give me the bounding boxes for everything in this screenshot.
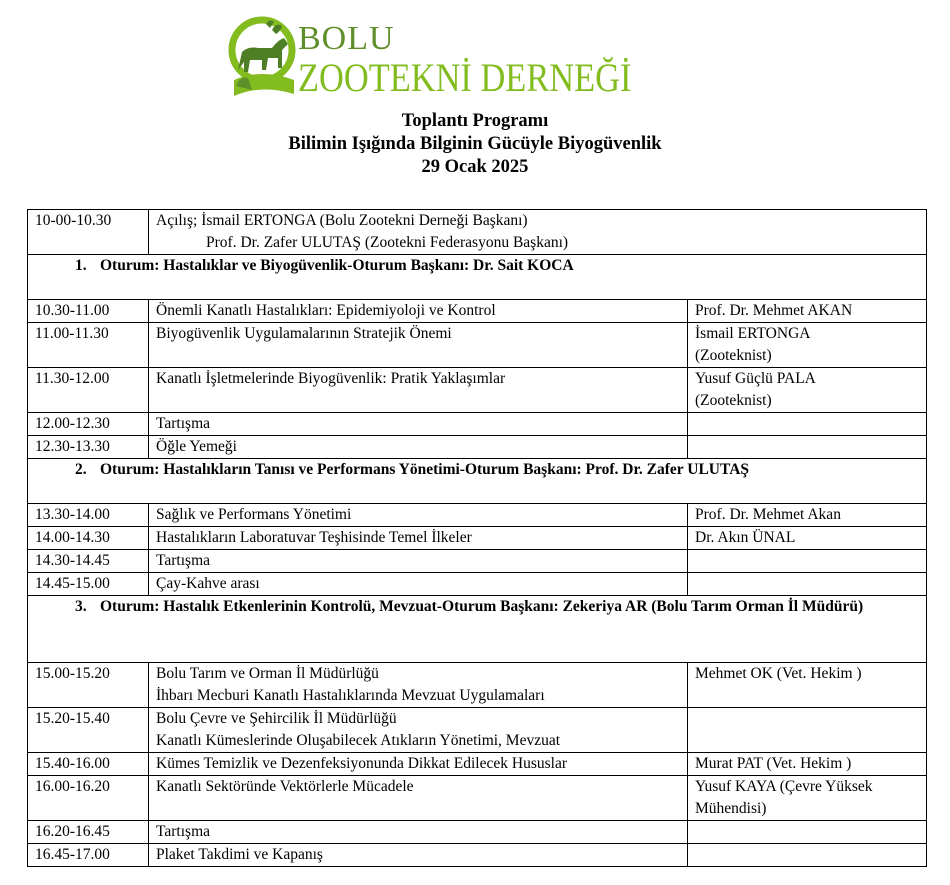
session-number: 1. <box>75 257 87 274</box>
program-table <box>27 209 927 867</box>
session-number: 2. <box>75 461 87 478</box>
speaker-cell: Prof. Dr. Mehmet Akan <box>688 504 927 527</box>
speaker-cell <box>688 368 927 413</box>
document-subtitle: Bilimin Işığında Bilginin Gücüyle Biyogüvenlik <box>288 134 662 154</box>
speaker-name: Yusuf KAYA (Çevre Yüksek <box>695 778 873 795</box>
opening-cell <box>149 210 927 255</box>
time-cell: 14.00-14.30 <box>28 527 149 550</box>
session-title: Oturum: Hastalıkların Tanısı ve Performans Yönetimi-Oturum Başkanı: Prof. Dr. Zafer ULUTAŞ <box>100 461 750 478</box>
session-header-row <box>28 255 927 300</box>
speaker-title: (Zooteknist) <box>695 347 772 364</box>
document-title: Toplantı Programı <box>401 111 549 131</box>
table-row <box>28 663 927 708</box>
topic-cell: Kanatlı Sektöründe Vektörlerle Mücadele <box>149 776 688 821</box>
table-row <box>28 413 927 436</box>
time-cell: 15.00-15.20 <box>28 663 149 708</box>
table-row <box>28 436 927 459</box>
session-title: Oturum: Hastalıklar ve Biyogüvenlik-Oturum Başkanı: Dr. Sait KOCA <box>100 257 574 274</box>
logo-text-bolu: BOLU <box>298 20 395 57</box>
speaker-cell: Mehmet OK (Vet. Hekim ) <box>688 663 927 708</box>
time-cell: 15.20-15.40 <box>28 708 149 753</box>
time-cell: 11.30-12.00 <box>28 368 149 413</box>
topic-cell: Önemli Kanatlı Hastalıkları: Epidemiyoloji ve Kontrol <box>149 300 688 323</box>
speaker-title: (Zooteknist) <box>695 392 772 409</box>
topic-line-1: Bolu Çevre ve Şehircilik İl Müdürlüğü <box>156 710 397 727</box>
table-row <box>28 708 927 753</box>
topic-cell: Plaket Takdimi ve Kapanış <box>149 844 688 867</box>
session-title-cell <box>28 255 927 300</box>
opening-line-1: Açılış; İsmail ERTONGA (Bolu Zootekni Derneği Başkanı) <box>156 212 528 229</box>
topic-line-1: Bolu Tarım ve Orman İl Müdürlüğü <box>156 665 379 682</box>
topic-cell: Tartışma <box>149 413 688 436</box>
table-row <box>28 300 927 323</box>
time-cell: 16.20-16.45 <box>28 821 149 844</box>
topic-line-2: Kanatlı Kümeslerinde Oluşabilecek Atıkların Yönetimi, Mevzuat <box>156 732 561 749</box>
table-row <box>28 368 927 413</box>
topic-cell: Hastalıkların Laboratuvar Teşhisinde Temel İlkeler <box>149 527 688 550</box>
table-row <box>28 844 927 867</box>
session-header-row <box>28 459 927 504</box>
association-logo <box>228 10 678 106</box>
table-row <box>28 821 927 844</box>
table-row <box>28 573 927 596</box>
time-cell: 16.45-17.00 <box>28 844 149 867</box>
logo-text-association: ZOOTEKNİ DERNEĞİ <box>298 55 632 100</box>
speaker-cell <box>688 413 927 436</box>
time-cell: 15.40-16.00 <box>28 753 149 776</box>
speaker-cell <box>688 323 927 368</box>
document-date: 29 Ocak 2025 <box>421 157 529 177</box>
table-row <box>28 527 927 550</box>
topic-cell <box>149 708 688 753</box>
speaker-cell <box>688 844 927 867</box>
session-title: Oturum: Hastalık Etkenlerinin Kontrolü, Mevzuat-Oturum Başkanı: Zekeriya AR (Bolu Tarım Orman İl Müdürü) <box>100 598 864 615</box>
topic-cell: Öğle Yemeği <box>149 436 688 459</box>
opening-line-2: Prof. Dr. Zafer ULUTAŞ (Zootekni Federasyonu Başkanı) <box>206 234 569 251</box>
session-header-row <box>28 596 927 663</box>
speaker-cell <box>688 436 927 459</box>
time-cell: 13.30-14.00 <box>28 504 149 527</box>
session-title-cell <box>28 596 927 663</box>
time-cell: 11.00-11.30 <box>28 323 149 368</box>
topic-cell: Tartışma <box>149 821 688 844</box>
session-title-cell <box>28 459 927 504</box>
topic-line-2: İhbarı Mecburi Kanatlı Hastalıklarında Mevzuat Uygulamaları <box>156 687 545 704</box>
time-cell: 14.45-15.00 <box>28 573 149 596</box>
table-row <box>28 753 927 776</box>
topic-cell: Çay-Kahve arası <box>149 573 688 596</box>
speaker-cell: Prof. Dr. Mehmet AKAN <box>688 300 927 323</box>
speaker-name: Yusuf Güçlü PALA <box>695 370 816 387</box>
topic-cell: Sağlık ve Performans Yönetimi <box>149 504 688 527</box>
time-cell: 14.30-14.45 <box>28 550 149 573</box>
speaker-name: İsmail ERTONGA <box>695 325 811 342</box>
topic-cell: Tartışma <box>149 550 688 573</box>
speaker-cell: Murat PAT (Vet. Hekim ) <box>688 753 927 776</box>
topic-cell: Kanatlı İşletmelerinde Biyogüvenlik: Pratik Yaklaşımlar <box>149 368 688 413</box>
table-row <box>28 776 927 821</box>
time-cell: 16.00-16.20 <box>28 776 149 821</box>
table-row <box>28 210 927 255</box>
speaker-cell <box>688 708 927 753</box>
table-row <box>28 323 927 368</box>
time-cell: 12.00-12.30 <box>28 413 149 436</box>
speaker-cell: Dr. Akın ÜNAL <box>688 527 927 550</box>
speaker-cell <box>688 550 927 573</box>
time-cell: 12.30-13.30 <box>28 436 149 459</box>
topic-cell <box>149 663 688 708</box>
farm-animals-icon <box>228 10 298 102</box>
speaker-cell <box>688 821 927 844</box>
table-row <box>28 504 927 527</box>
session-number: 3. <box>75 598 87 615</box>
table-row <box>28 550 927 573</box>
speaker-title: Mühendisi) <box>695 800 767 817</box>
topic-cell: Kümes Temizlik ve Dezenfeksiyonunda Dikkat Edilecek Hususlar <box>149 753 688 776</box>
speaker-cell <box>688 776 927 821</box>
time-cell: 10.30-11.00 <box>28 300 149 323</box>
time-cell: 10-00-10.30 <box>28 210 149 255</box>
document-header <box>0 110 950 179</box>
speaker-cell <box>688 573 927 596</box>
topic-cell: Biyogüvenlik Uygulamalarının Stratejik Önemi <box>149 323 688 368</box>
